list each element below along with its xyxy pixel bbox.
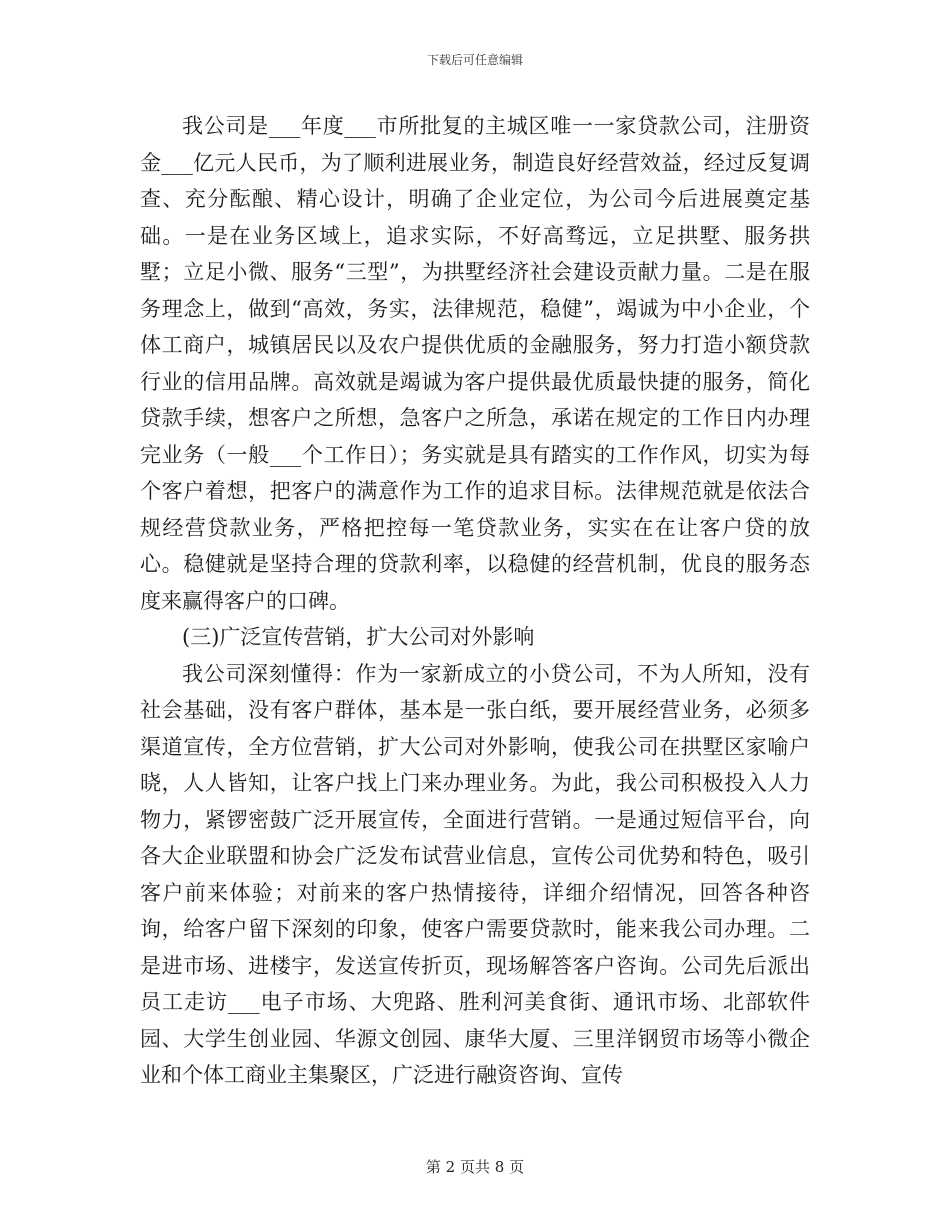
page-header: 下载后可任意编辑 [426,53,523,67]
paragraph-company-positioning: 我公司是___年度___市所批复的主城区唯一一家贷款公司，注册资金___亿元人民币，为了顺利进展业务，制造良好经营效益，经过反复调查、充分酝酿、精心设计，明确了企业定位，为公司今后进展奠定基础。一是在业务区域上，追求实际，不好高骛远，立足拱墅、服务拱墅；立足小微、服务“三型”，为拱墅经济社会建设贡献力量。二是在服务理念上，做到“高效，务实，法律规范，稳健”，竭诚为中小企业，个体工商户，城镇居民以及农户提供优质的金融服务，努力打造小额贷款行业的信用品牌。高效就是竭诚为客户提供最优质最快捷的服务，简化贷款手续，想客户之所想，急客户之所急，承诺在规定的工作日内办理完业务（一般___个工作日）；务实就是具有踏实的工作作风，切实为每个客户着想，把客户的满意作为工作的追求目标。法律规范就是依法合规经营贷款业务，严格把控每一笔贷款业务，实实在在让客户贷的放心。稳健就是坚持合理的贷款利率，以稳健的经营机制，优良的服务态度来赢得客户的口碑。 [140,114,810,613]
paragraph-marketing: 我公司深刻懂得：作为一家新成立的小贷公司，不为人所知，没有社会基础，没有客户群体，基本是一张白纸，要开展经营业务，必须多渠道宣传，全方位营销，扩大公司对外影响，使我公司在拱墅区家喻户晓，人人皆知，让客户找上门来办理业务。为此，我公司积极投入人力物力，紧锣密鼓广泛开展宣传，全面进行营销。一是通过短信平台，向各大企业联盟和协会广泛发布试营业信息，宣传公司优势和特色，吸引客户前来体验；对前来的客户热情接待，详细介绍情况，回答各种咨询，给客户留下深刻的印象，使客户需要贷款时，能来我公司办理。二是进市场、进楼宇，发送宣传折页，现场解答客户咨询。公司先后派出员工走访___电子市场、大兜路、胜利河美食街、通讯市场、北部软件园、大学生创业园、华源文创园、康华大厦、三里洋钢贸市场等小微企业和个体工商业主集聚区，广泛进行融资咨询、宣传 [140,661,810,1087]
document-body [140,108,810,1094]
page-footer: 第 2 页共 8 页 [425,1158,525,1176]
section-heading: (三)广泛宣传营销，扩大公司对外影响 [182,625,535,649]
